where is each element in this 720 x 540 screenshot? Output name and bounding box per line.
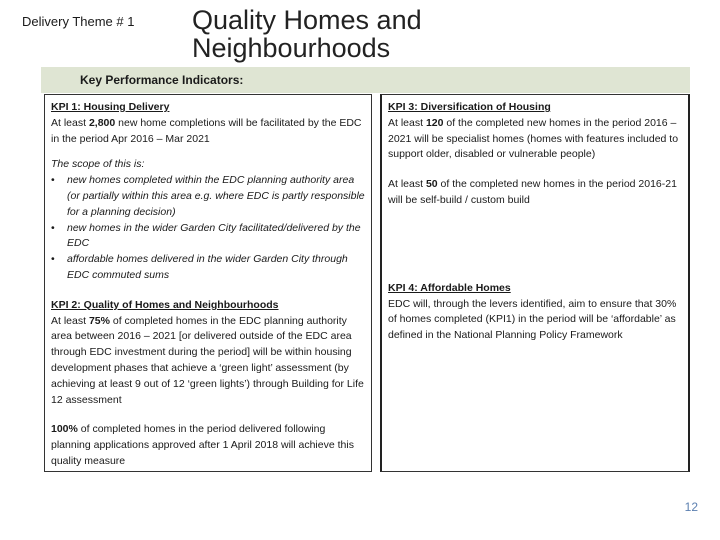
kpi1-title: KPI 1: Housing Delivery [51,101,170,113]
kpi3-value-2: 50 [425,178,438,191]
page-title [192,6,422,62]
delivery-theme-label: Delivery Theme # 1 [22,14,135,29]
kpi2-title: KPI 2: Quality of Homes and Neighbourhoods [51,298,279,311]
kpi1-scope-intro: The scope of this is: [51,158,145,171]
kpi1-scope-item: • new homes completed within the EDC planning authority area (or partially within this area e.g. where EDC is partly responsible for a planning decision) [51,173,365,220]
kpi1-scope-item: • new homes in the wider Garden City facilitated/delivered by the EDC [51,221,365,253]
kpi3-value: 120 [425,116,444,129]
kpi2-description: At least 75% of completed homes in the EDC planning authority area between 2016 – 2021 [or delivered outside of the EDC area through EDC investment during the period] will be within housing development phases that achieve a ‘green light’ assessment (by achieving at least 9 out of 12 ‘green lights’) through Building for Life 12 assessment [51,314,364,406]
kpi2-value-2: 100% [51,423,78,436]
kpi1-scope-list [51,173,365,284]
kpi-left-panel [44,94,372,472]
kpi-header-label: Key Performance Indicators: [80,73,244,87]
kpi3-description: At least 120 of the completed new homes in the period 2016 – 2021 will be specialist homes (homes with features included to support older, disabled or vulnerable people) [388,116,679,161]
page-title-line-1: Quality Homes and [192,5,422,35]
page-title-line-2: Neighbourhoods [192,33,391,63]
kpi2-quality-measure: 100% of completed homes in the period delivered following planning applications approved after 1 April 2018 will achieve this quality measure [51,423,354,467]
kpi1-description: At least 2,800 new home completions will be facilitated by the EDC in the period Apr 2016 – Mar 2021 [51,116,362,145]
kpi1-value: 2,800 [88,116,116,129]
kpi3-self-build: At least 50 of the completed new homes in the period 2016-21 will be self-build / custom build [388,178,677,206]
kpi4-title: KPI 4: Affordable Homes [388,281,511,294]
kpi3-title: KPI 3: Diversification of Housing [388,101,551,113]
kpi4-description: EDC will, through the levers identified, aim to ensure that 30% of homes completed (KPI1) in the period will be ‘affordable’ as defined in the National Planning Policy Framework [388,297,677,342]
page-number: 12 [684,500,698,514]
kpi2-value: 75% [88,314,110,327]
kpi1-scope-item: • affordable homes delivered in the wider Garden City through EDC commuted sums [51,252,365,284]
kpi-right-panel [380,94,690,472]
